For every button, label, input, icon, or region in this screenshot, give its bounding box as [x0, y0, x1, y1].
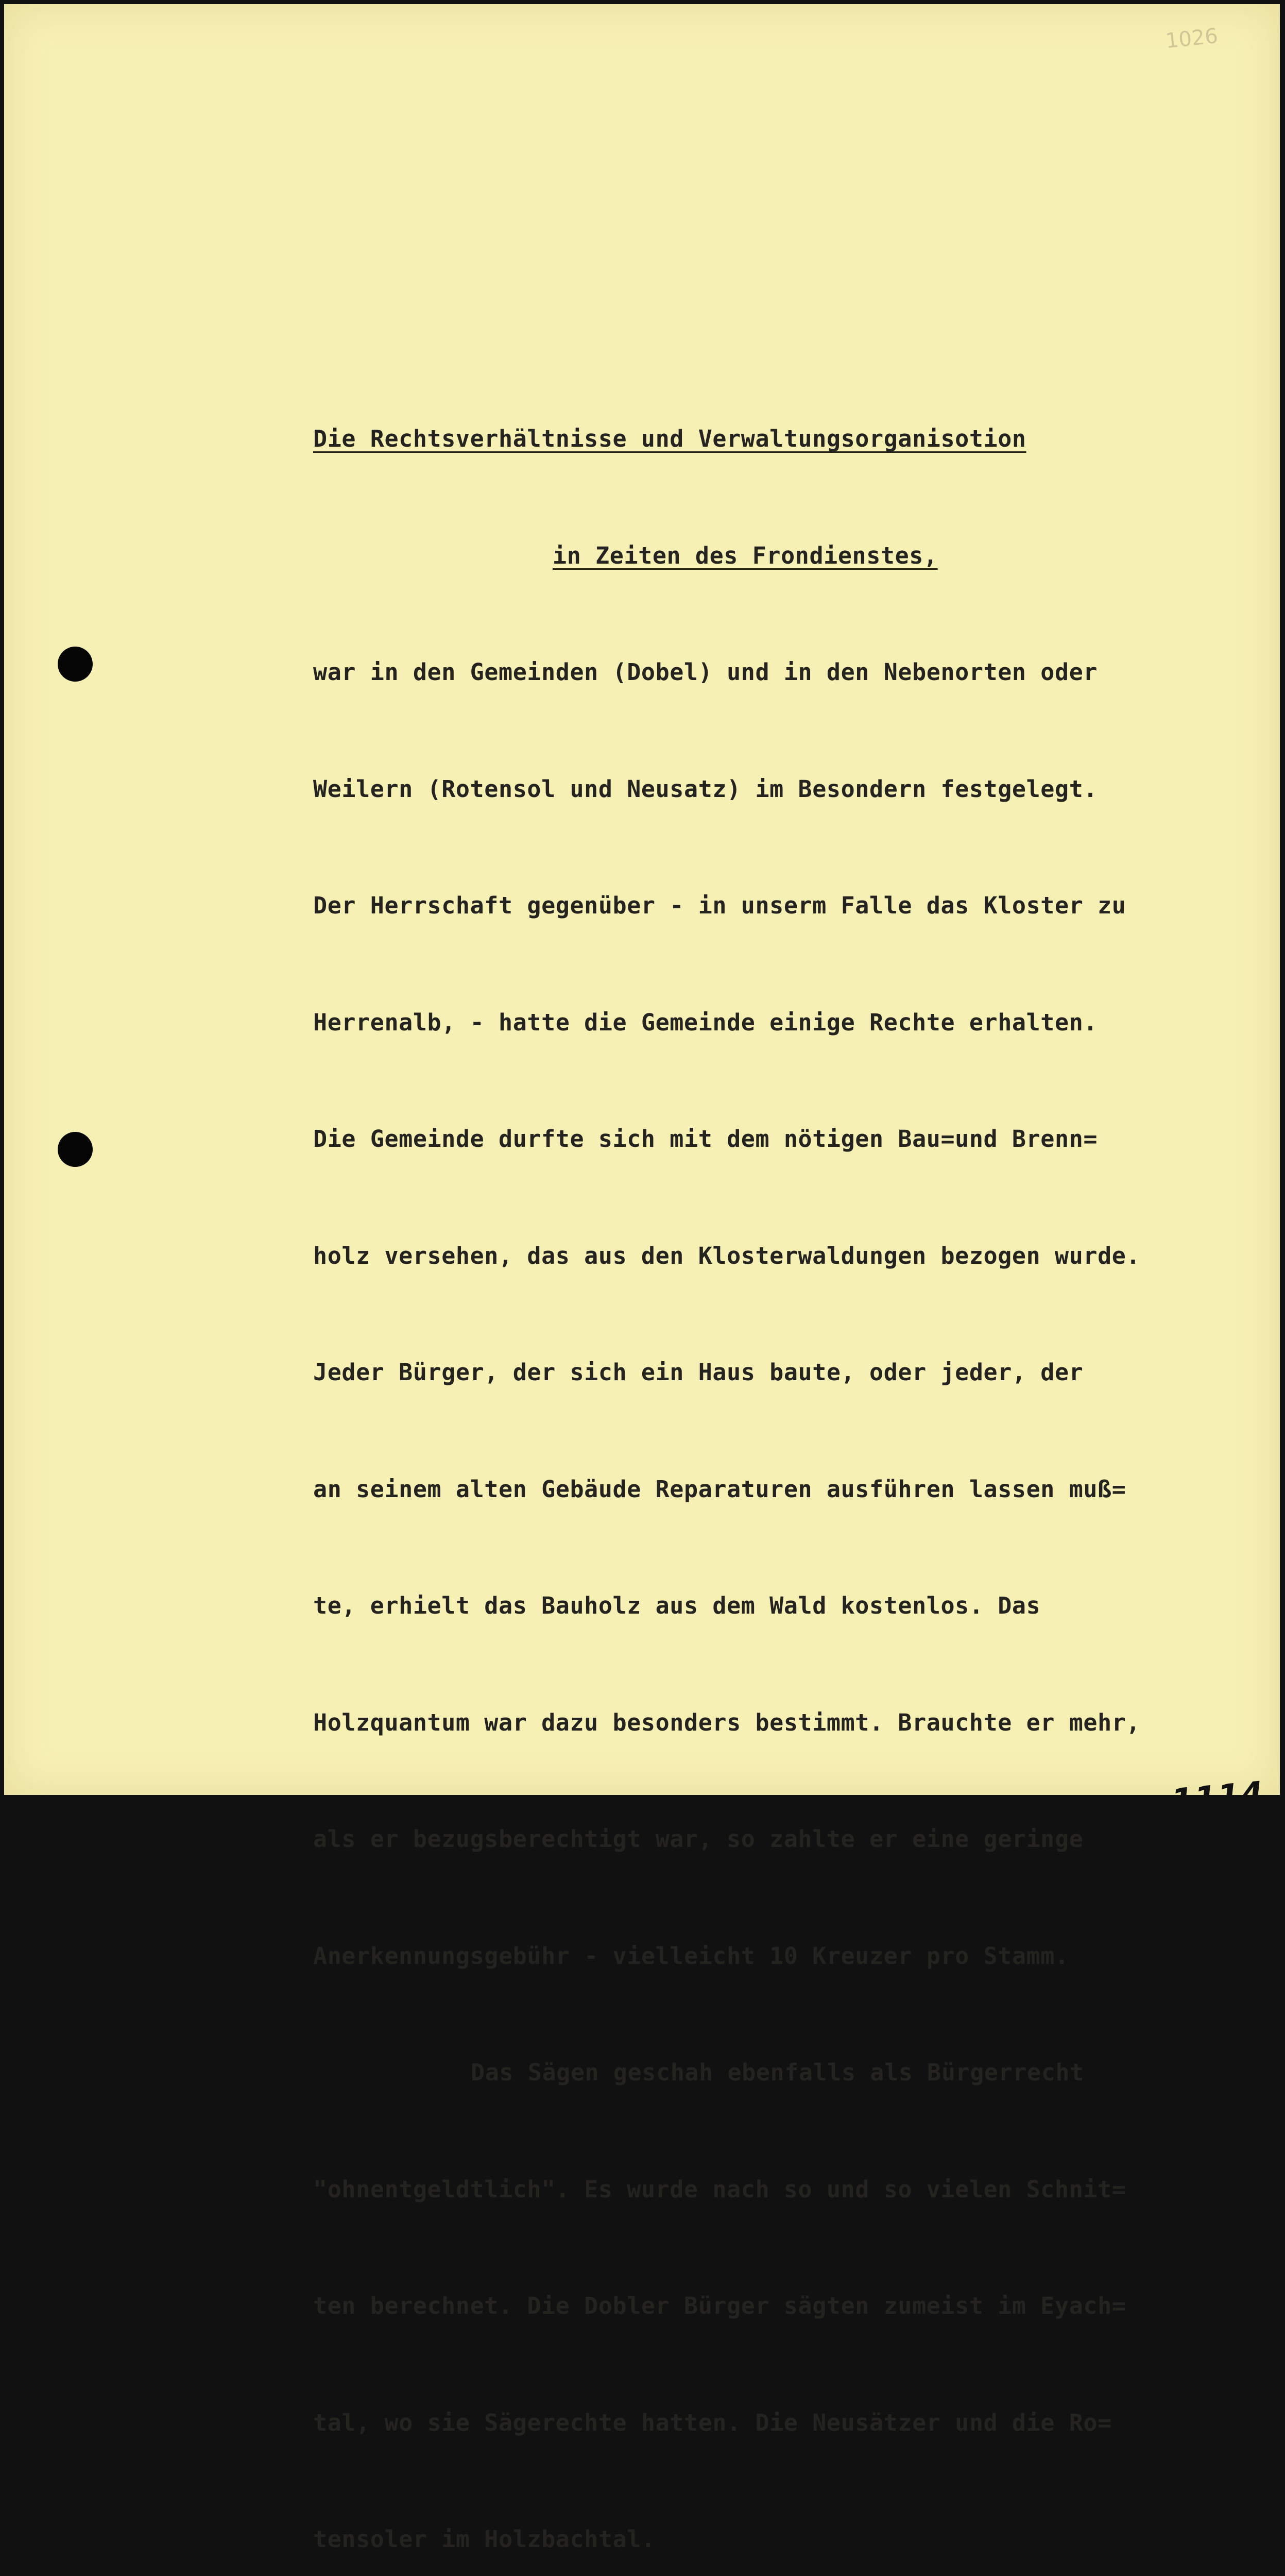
text-line-indented: Das Sägen geschah ebenfalls als Bürgerrecht [471, 2059, 1084, 2086]
text-line: Herrenalb, - hatte die Gemeinde einige Rechte erhalten. [313, 1008, 1098, 1036]
text-line: Jeder Bürger, der sich ein Haus baute, oder jeder, der [313, 1359, 1084, 1386]
text-line: Anerkennungsgebühr - vielleicht 10 Kreuzer pro Stamm. [313, 1942, 1069, 1970]
text-line: an seinem alten Gebäude Reparaturen ausführen lassen muß= [313, 1475, 1126, 1503]
text-line: Weilern (Rotensol und Neusatz) im Besondern festgelegt. [313, 775, 1098, 803]
text-line: war in den Gemeinden (Dobel) und in den Nebenorten oder [313, 658, 1098, 686]
text-line: "ohnentgeldtlich". Es wurde nach so und so vielen Schnit= [313, 2175, 1126, 2203]
handwritten-page-number: 1114 [1170, 1774, 1266, 1820]
text-line: te, erhielt das Bauholz aus dem Wald kostenlos. Das [313, 1592, 1041, 1619]
corner-archive-number: 1026 [1164, 24, 1220, 54]
text-line: Holzquantum war dazu besonders bestimmt. Brauchte er mehr, [313, 1708, 1141, 1736]
typewritten-body [313, 342, 1240, 2576]
text-line: Der Herrschaft gegenüber - in unserm Falle das Kloster zu [313, 892, 1126, 919]
heading-line-2: in Zeiten des Frondienstes, [553, 541, 938, 569]
text-line: als er bezugsberechtigt war, so zahlte er eine geringe [313, 1825, 1084, 1853]
text-line: Die Gemeinde durfte sich mit dem nötigen Bau=und Brenn= [313, 1125, 1098, 1153]
heading-line-1: Die Rechtsverhältnisse und Verwaltungsorganisotion [313, 425, 1026, 452]
punch-hole-lower [58, 1132, 93, 1167]
text-line: ten berechnet. Die Dobler Bürger sägten zumeist im Eyach= [313, 2292, 1126, 2319]
text-line: holz versehen, das aus den Klosterwaldungen bezogen wurde. [313, 1242, 1141, 1269]
text-line: tal, wo sie Sägerechte hatten. Die Neusätzer und die Ro= [313, 2409, 1112, 2436]
text-line: tensoler im Holzbachtal. [313, 2526, 656, 2553]
document-page [4, 4, 1280, 2553]
punch-hole-upper [58, 647, 93, 682]
